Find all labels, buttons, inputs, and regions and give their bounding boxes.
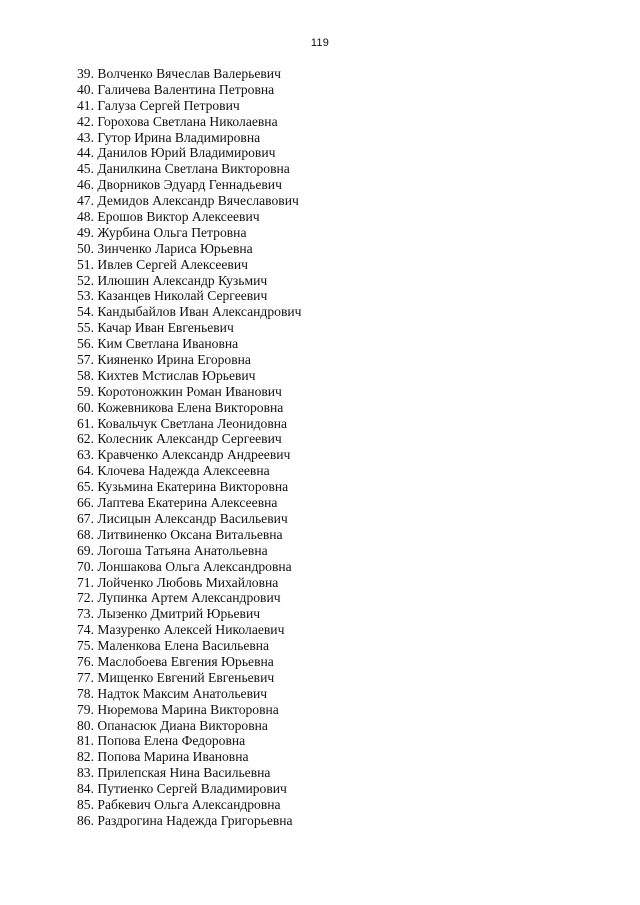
list-item: 79. Нюремова Марина Викторовна xyxy=(77,701,279,717)
list-item: 39. Волченко Вячеслав Валерьевич xyxy=(77,66,281,81)
list-item: 49. Журбина Ольга Петровна xyxy=(77,224,247,240)
list-item: 44. Данилов Юрий Владимирович xyxy=(77,145,276,161)
list-item: 65. Кузьмина Екатерина Викторовна xyxy=(77,479,289,495)
list-item: 48. Ерошов Виктор Алексеевич xyxy=(77,209,260,225)
list-item: 61. Ковальчук Светлана Леонидовна xyxy=(77,415,288,431)
list-item: 54. Кандыбайлов Иван Александрович xyxy=(77,304,302,320)
name-list xyxy=(77,66,301,829)
list-item: 70. Лоншакова Ольга Александровна xyxy=(77,558,292,574)
list-item: 60. Кожевникова Елена Викторовна xyxy=(77,399,284,415)
list-item: 50. Зинченко Лариса Юрьевна xyxy=(77,240,253,256)
list-item: 45. Данилкина Светлана Викторовна xyxy=(77,161,290,177)
list-item: 72. Лупинка Артем Александрович xyxy=(77,590,281,606)
list-item: 67. Лисицын Александр Васильевич xyxy=(77,510,288,526)
list-item: 42. Горохова Светлана Николаевна xyxy=(77,113,278,129)
list-item: 57. Кияненко Ирина Егоровна xyxy=(77,352,251,368)
list-item: 82. Попова Марина Ивановна xyxy=(77,749,249,765)
list-item: 74. Мазуренко Алексей Николаевич xyxy=(77,622,285,638)
list-item: 46. Дворников Эдуард Геннадьевич xyxy=(77,177,282,193)
list-item: 55. Качар Иван Евгеньевич xyxy=(77,320,234,336)
list-item: 78. Надток Максим Анатольевич xyxy=(77,685,268,701)
list-item: 84. Путиенко Сергей Владимирович xyxy=(77,781,287,797)
list-item: 51. Ивлев Сергей Алексеевич xyxy=(77,256,248,272)
list-item: 43. Гутор Ирина Владимировна xyxy=(77,129,261,145)
list-item: 69. Логоша Татьяна Анатольевна xyxy=(77,542,268,558)
list-item: 77. Мищенко Евгений Евгеньевич xyxy=(77,669,275,685)
list-item: 40. Галичева Валентина Петровна xyxy=(77,81,275,97)
list-item: 58. Кихтев Мстислав Юрьевич xyxy=(77,367,256,383)
list-item: 52. Илюшин Александр Кузьмич xyxy=(77,272,268,288)
list-item: 81. Попова Елена Федоровна xyxy=(77,733,246,749)
list-item: 64. Клочева Надежда Алексеевна xyxy=(77,463,270,479)
list-item: 71. Лойченко Любовь Михайловна xyxy=(77,574,279,590)
list-item: 68. Литвиненко Оксана Витальевна xyxy=(77,526,283,542)
list-item: 62. Колесник Александр Сергеевич xyxy=(77,431,282,447)
list-item: 56. Ким Светлана Ивановна xyxy=(77,336,239,352)
list-item: 66. Лаптева Екатерина Алексеевна xyxy=(77,495,278,511)
list-item: 80. Опанасюк Диана Викторовна xyxy=(77,717,268,733)
list-item: 47. Демидов Александр Вячеславович xyxy=(77,193,299,209)
list-item: 75. Маленкова Елена Васильевна xyxy=(77,638,270,654)
page-number: 119 xyxy=(310,37,330,49)
list-item: 85. Рабкевич Ольга Александровна xyxy=(77,796,281,812)
list-item: 83. Прилепская Нина Васильевна xyxy=(77,765,271,781)
list-item: 59. Коротоножкин Роман Иванович xyxy=(77,383,282,399)
list-item: 41. Галуза Сергей Петрович xyxy=(77,97,240,113)
list-item: 86. Раздрогина Надежда Григорьевна xyxy=(77,812,293,828)
list-item: 76. Маслобоева Евгения Юрьевна xyxy=(77,653,274,669)
list-item: 53. Казанцев Николай Сергеевич xyxy=(77,288,268,304)
list-item: 73. Лызенко Дмитрий Юрьевич xyxy=(77,606,261,622)
list-item: 63. Кравченко Александр Андреевич xyxy=(77,447,291,463)
